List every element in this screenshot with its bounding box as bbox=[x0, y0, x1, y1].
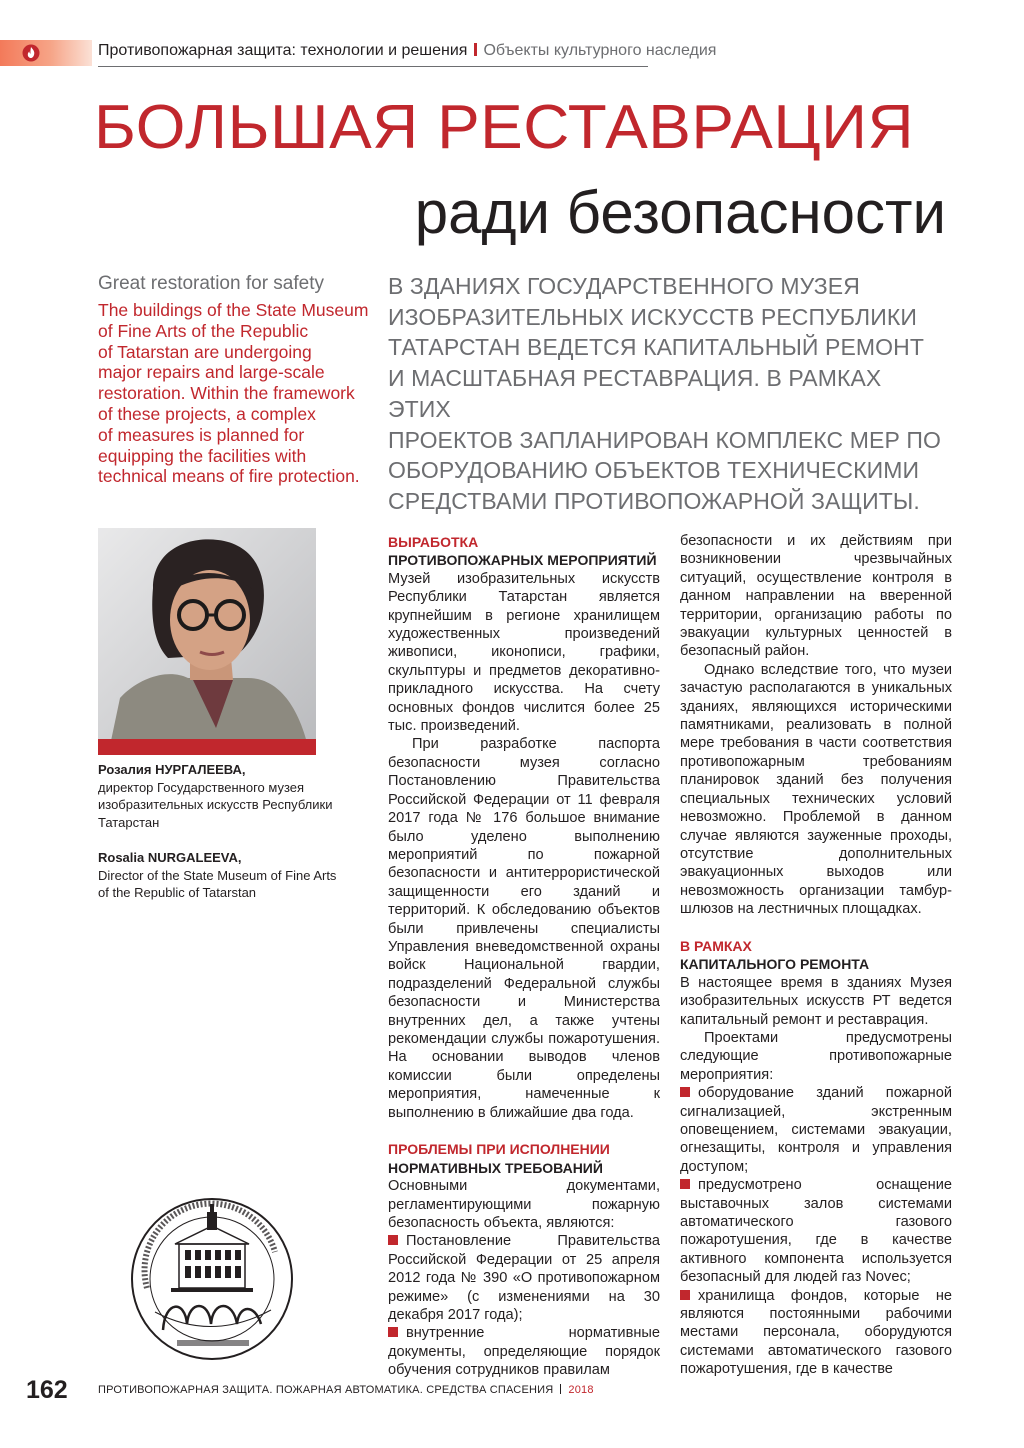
lead-russian-line: ПРОЕКТОВ ЗАПЛАНИРОВАН КОМПЛЕКС МЕР ПО bbox=[388, 426, 942, 453]
bullet-item: Постановление Правительства Российской Федерации от 25 апреля 2012 года № 390 «О противопожарном режиме» (с изменениями на 30 декабря 2017 года); bbox=[388, 1233, 660, 1324]
section-heading: ВЫРАБОТКА ПРОТИВОПОЖАРНЫХ МЕРОПРИЯТИЙ bbox=[388, 534, 657, 569]
lead-english-line: technical means of fire protection. bbox=[98, 466, 360, 487]
bullet-item: хранилища фондов, которые не являются постоянными рабочими местами персонала, оборудуются системами автоматического газового пожаротушения, где в качестве bbox=[680, 1287, 952, 1378]
paragraph: Проектами предусмотрены следующие противопожарные мероприятия: bbox=[680, 1029, 952, 1083]
museum-logo bbox=[125, 1192, 300, 1367]
lead-english-line: of measures is planned for bbox=[98, 424, 305, 445]
position-en-line: of the Republic of Tatarstan bbox=[98, 885, 257, 900]
flame-icon bbox=[22, 44, 40, 62]
issue-year: 2018 bbox=[568, 1384, 594, 1396]
lead-english-line: of Fine Arts of the Republic bbox=[98, 320, 309, 341]
lead-russian-line: И МАСШТАБНАЯ РЕСТАВРАЦИЯ. В РАМКАХ ЭТИХ bbox=[388, 365, 882, 422]
header-rule bbox=[98, 66, 648, 67]
lead-russian bbox=[388, 271, 948, 517]
bullet-square-icon bbox=[680, 1087, 690, 1097]
article-column-1 bbox=[388, 533, 660, 1380]
header-color-band bbox=[0, 40, 92, 66]
bullet-square-icon bbox=[388, 1327, 398, 1337]
lead-russian-line: ТАТАРСТАН ВЕДЕТСЯ КАПИТАЛЬНЫЙ РЕМОНТ bbox=[388, 334, 925, 361]
lead-english-line: restoration. Within the framework bbox=[98, 383, 355, 404]
person-name-en: Rosalia NURGALEEVA, bbox=[98, 850, 242, 865]
position-ru-line: Татарстан bbox=[98, 814, 160, 830]
header-divider bbox=[474, 43, 477, 56]
article-subtitle: ради безопасности bbox=[414, 179, 946, 246]
lead-english-line: major repairs and large-scale bbox=[98, 362, 325, 383]
portrait-photo bbox=[98, 528, 316, 755]
paragraph: Музей изобразительных искусств Республики Татарстан является крупнейшим в регионе хранилищем художественных произведений живописи, иконописи, графики, скульптуры и предметов декоративно-прикладного искусства. На счету основных фондов числится более 25 тыс. произведений. bbox=[388, 570, 660, 735]
lead-english-title: Great restoration for safety bbox=[98, 273, 324, 294]
article-column-2 bbox=[680, 533, 952, 1379]
person-name-ru: Розалия НУРГАЛЕЕВА, bbox=[98, 762, 246, 777]
position-ru-line: директор Государственного музея bbox=[98, 779, 305, 795]
portrait-caption bbox=[98, 761, 368, 902]
lead-english-line: equipping the facilities with bbox=[98, 445, 307, 466]
section-heading: В РАМКАХ КАПИТАЛЬНОГО РЕМОНТА bbox=[680, 937, 870, 973]
position-ru-line: изобразительных искусств Республики bbox=[98, 797, 333, 812]
lead-russian-line: ИЗОБРАЗИТЕЛЬНЫХ ИСКУССТВ РЕСПУБЛИКИ bbox=[388, 303, 917, 330]
journal-title: ПРОТИВОПОЖАРНАЯ ЗАЩИТА. ПОЖАРНАЯ АВТОМАТИКА. СРЕДСТВА СПАСЕНИЯ bbox=[98, 1384, 554, 1396]
bullet-square-icon bbox=[680, 1290, 690, 1300]
paragraph: безопасности и их действиям при возникновении чрезвычайных ситуаций, осуществление контроля в данном направлении на вверенной территории, организацию работы по эвакуации культурных ценностей в безопасный район. bbox=[680, 533, 952, 660]
lead-russian-line: ОБОРУДОВАНИЮ ОБЪЕКТОВ ТЕХНИЧЕСКИМИ bbox=[388, 457, 920, 484]
topic-label: Объекты культурного наследия bbox=[483, 42, 717, 59]
paragraph: Основными документами, регламентирующими пожарную безопасность объекта, являются: bbox=[388, 1178, 660, 1232]
lead-russian-line: СРЕДСТВАМИ ПРОТИВОПОЖАРНОЙ ЗАЩИТЫ. bbox=[388, 487, 920, 514]
paragraph: В настоящее время в зданиях Музея изобразительных искусств РТ ведется капитальный ремонт и реставрация. bbox=[680, 974, 952, 1028]
position-en-line: Director of the State Museum of Fine Arts bbox=[98, 867, 337, 883]
paragraph: Однако вследствие того, что музеи зачастую располагаются в уникальных зданиях, являющихся историческими памятниками, реализовать в полной мере требования в части соответствия противопожарным требованиям планировок зданий без получения специальных технических условий невозможно. Проблемой в данном случае являются зауженные проходы, отсутствие дополнительных эвакуационных выходов или невозможность организации тамбур-шлюзов на лестничных площадках. bbox=[680, 661, 952, 918]
footer-divider bbox=[560, 1384, 561, 1394]
bullet-square-icon bbox=[388, 1235, 398, 1245]
lead-english-line: of these projects, a complex bbox=[98, 403, 316, 424]
lead-english-line: of Tatarstan are undergoing bbox=[98, 341, 312, 362]
bullet-square-icon bbox=[680, 1179, 690, 1189]
paragraph: При разработке паспорта безопасности музея согласно Постановлению Правительства Российской Федерации от 11 февраля 2017 года № 176 большое внимание было уделено выполнению мероприятий по пожарной безопасности и антитеррористической защищенности его зданий и территорий. К обследованию объектов были привлечены специалисты Управления вневедомственной охраны войск Национальной гвардии, подразделений Федеральной службы безопасности и Министерства внутренних дел, а также учтены рекомендации службы пожаротушения. На основании выводов членов комиссии были определены мероприятия, намеченные к выполнению в ближайшие два года. bbox=[388, 736, 660, 1121]
journal-section: Противопожарная защита: технологии и решения bbox=[98, 42, 468, 59]
article-title: БОЛЬШАЯ РЕСТАВРАЦИЯ bbox=[94, 93, 915, 162]
running-header bbox=[98, 42, 716, 60]
lead-english bbox=[98, 300, 376, 487]
bullet-item: внутренние нормативные документы, определяющие порядок обучения сотрудников правилам bbox=[388, 1325, 660, 1379]
bullet-item: предусмотрено оснащение выставочных залов системами автоматического газового пожаротушения, где в качестве активного компонента используется безопасный для людей газ Novec; bbox=[680, 1177, 952, 1286]
lead-russian-line: В ЗДАНИЯХ ГОСУДАРСТВЕННОГО МУЗЕЯ bbox=[388, 273, 860, 299]
bullet-item: оборудование зданий пожарной сигнализацией, экстренным оповещением, системами эвакуации, огнезащиты, контроля и управления доступом; bbox=[680, 1085, 952, 1175]
section-heading: ПРОБЛЕМЫ ПРИ ИСПОЛНЕНИИ НОРМАТИВНЫХ ТРЕБОВАНИЙ bbox=[388, 1141, 610, 1176]
portrait-accent-bar bbox=[98, 739, 316, 755]
lead-english-line: The buildings of the State Museum bbox=[98, 300, 369, 320]
footer bbox=[98, 1384, 594, 1396]
page-number: 162 bbox=[26, 1376, 68, 1404]
